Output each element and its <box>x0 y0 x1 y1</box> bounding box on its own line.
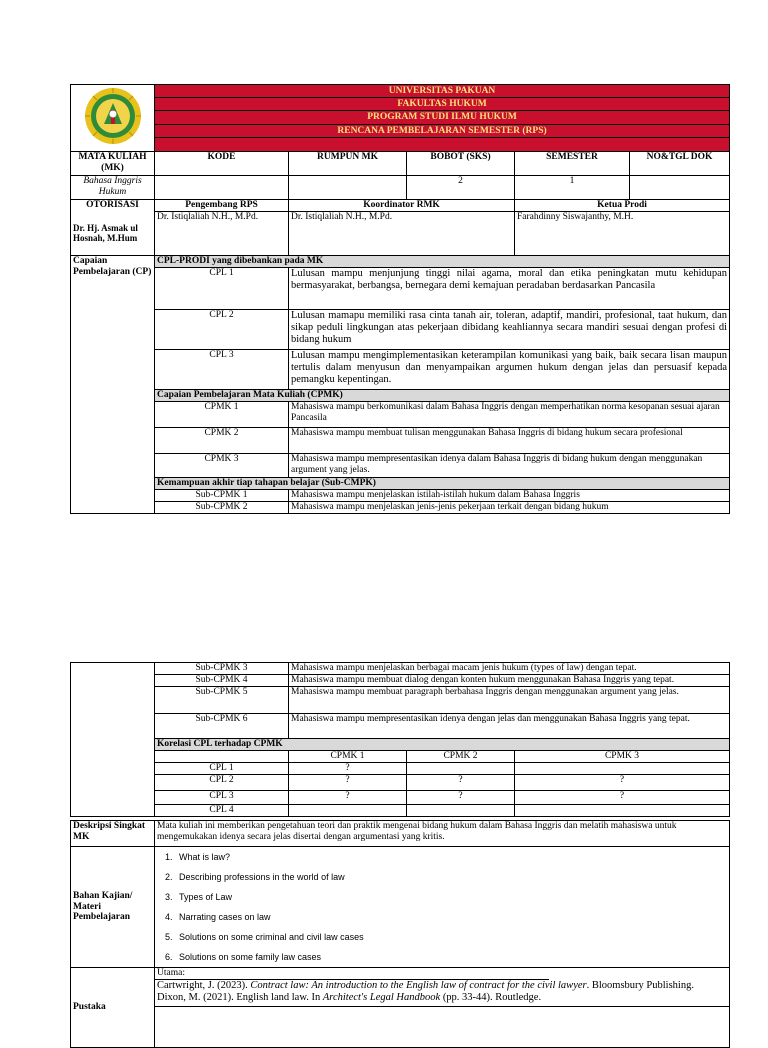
cpl-text: Lulusan mampu mengimplementasikan keterampilan komunikasi yang baik, baik secara lisan maupun tertulis dalam menyusun dan menyampaikan argumen hukum dengan jelas dan persuasif kepada pemangku kepentingan. <box>289 349 730 389</box>
pustaka-label: Pustaka <box>71 968 155 1048</box>
korelasi-cell <box>407 763 515 775</box>
rps-table-part-2 <box>70 662 730 817</box>
course-kode <box>155 175 289 199</box>
course-dok <box>630 175 730 199</box>
korelasi-cell <box>515 763 730 775</box>
subcpmk-code: Sub-CPMK 5 <box>155 687 289 714</box>
subcpmk-text: Mahasiswa mampu menjelaskan jenis-jenis pekerjaan terkait dengan bidang hukum <box>289 501 730 513</box>
course-header-semester: SEMESTER <box>515 151 630 175</box>
korelasi-cpl: CPL 4 <box>155 805 289 817</box>
university-emblem-icon <box>82 85 144 147</box>
course-bobot: 2 <box>407 175 515 199</box>
ketua-header: Ketua Prodi <box>515 199 730 211</box>
cpmk-code: CPMK 3 <box>155 453 289 477</box>
cp-continuation <box>71 663 155 817</box>
course-semester: 1 <box>515 175 630 199</box>
cpmk-text: Mahasiswa mampu mempresentasikan idenya dalam Bahasa Inggris di bidang hukum dengan menggunakan argument yang jelas. <box>289 453 730 477</box>
pustaka-cell <box>155 968 730 1048</box>
cpl-text: Lulusan mampu menjunjung tinggi nilai agama, moral dan etika peningkatan mutu kehidupan bermasyarakat, berbangsa, bernegara demi kemajuan peradaban berdasarkan Pancasila <box>289 267 730 309</box>
otorisasi-cell <box>71 199 155 255</box>
korelasi-cell: ? <box>515 775 730 791</box>
subcpmk-code: Sub-CPMK 3 <box>155 663 289 675</box>
cpl-code: CPL 2 <box>155 309 289 349</box>
cp-label: Capaian Pembelajaran (CP) <box>71 255 155 513</box>
otorisasi-person: Dr. Hj. Asmak ul Hosnah, M.Hum <box>73 222 138 244</box>
cpl-code: CPL 3 <box>155 349 289 389</box>
cpl-text: Lulusan mamapu memiliki rasa cinta tanah air, toleran, adaptif, mandiri, profesional, taat hukum, dan sikap peduli lingkungan atas pekerjaan dibidang keahliannya secara mandiri sesuai dengan profesi di bidang hukum <box>289 309 730 349</box>
course-header-rumpun: RUMPUN MK <box>289 151 407 175</box>
subcpmk-text: Mahasiswa mampu menjelaskan istilah-istilah hukum dalam Bahasa Inggris <box>289 489 730 501</box>
ref-publisher: . Bloomsbury Publishing. <box>586 979 694 991</box>
ref-title: Architect's Legal Handbook <box>322 991 441 1003</box>
ref-title: Contract law: An introduction to the English law of contract for the civil lawyer <box>250 979 587 991</box>
korelasi-cell <box>407 805 515 817</box>
pengembang-name: Dr. Istiqlaliah N.H., M.Pd. <box>155 211 289 255</box>
korelasi-cpl: CPL 2 <box>155 775 289 791</box>
korelasi-cpl: CPL 3 <box>155 791 289 805</box>
document-title: RENCANA PEMBELAJARAN SEMESTER (RPS) <box>155 124 730 137</box>
cpmk-text: Mahasiswa mampu membuat tulisan menggunakan Bahasa Inggris di bidang hukum secara profesional <box>289 427 730 453</box>
faculty-name: FAKULTAS HUKUM <box>155 98 730 111</box>
pustaka-ref <box>155 980 729 992</box>
korelasi-col-header: CPMK 3 <box>515 751 730 763</box>
subcpmk-text: Mahasiswa mampu mempresentasikan idenya dengan jelas dan menggunakan Bahasa Inggris yang tepat. <box>289 714 730 739</box>
ref-publisher: (pp. 33-44). Routledge. <box>440 991 542 1003</box>
list-item: 4. Narrating cases on law <box>175 907 727 927</box>
korelasi-cell: ? <box>289 775 407 791</box>
rps-table-part-1 <box>70 84 730 514</box>
pustaka-utama-label: Utama: <box>155 968 549 980</box>
course-name: Bahasa Inggris Hukum <box>71 175 155 199</box>
deskripsi-text: Mata kuliah ini memberikan pengetahuan teori dan praktik mengenai bidang hukum dalam Bahasa Inggris dan melatih mahasiswa untuk mengemukakan idenya secara jelas disertai dengan argumentasi yang kritis. <box>155 821 730 847</box>
cpmk-text: Mahasiswa mampu berkomunikasi dalam Bahasa Inggris dengan memperhatikan norma kesopanan sesuai ajaran Pancasila <box>289 401 730 427</box>
korelasi-cell: ? <box>407 791 515 805</box>
korelasi-cpl: CPL 1 <box>155 763 289 775</box>
course-header-mk: MATA KULIAH (MK) <box>71 151 155 175</box>
otorisasi-label: OTORISASI <box>86 199 139 210</box>
header-spacer <box>155 137 730 151</box>
bahan-list <box>157 847 727 967</box>
cpl-code: CPL 1 <box>155 267 289 309</box>
korelasi-cell: ? <box>289 791 407 805</box>
koordinator-header: Koordinator RMK <box>289 199 515 211</box>
deskripsi-label: Deskripsi Singkat MK <box>71 821 155 847</box>
korelasi-cell <box>289 805 407 817</box>
pustaka-ref <box>155 992 729 1004</box>
korelasi-corner <box>155 751 289 763</box>
korelasi-col-header: CPMK 2 <box>407 751 515 763</box>
subcpmk-code: Sub-CPMK 4 <box>155 675 289 687</box>
koordinator-name: Dr. Istiqlaliah N.H., M.Pd. <box>289 211 515 255</box>
list-item: 5. Solutions on some criminal and civil law cases <box>175 927 727 947</box>
course-header-bobot: BOBOT (SKS) <box>407 151 515 175</box>
pustaka-divider <box>155 1006 729 1017</box>
cpl-header: CPL-PRODI yang dibebankan pada MK <box>155 255 730 267</box>
course-header-dok: NO&TGL DOK <box>630 151 730 175</box>
course-rumpun <box>289 175 407 199</box>
bahan-label: Bahan Kajian/ Materi Pembelajaran <box>71 847 155 968</box>
korelasi-cell: ? <box>289 763 407 775</box>
list-item: 2. Describing professions in the world of law <box>175 867 727 887</box>
korelasi-header: Korelasi CPL terhadap CPMK <box>155 739 730 751</box>
subcpmk-text: Mahasiswa mampu membuat dialog dengan konten hukum menggunakan Bahasa Inggris yang tepat. <box>289 675 730 687</box>
list-item: 6. Solutions on some family law cases <box>175 947 727 967</box>
subcpmk-text: Mahasiswa mampu membuat paragraph berbahasa Inggris dengan menggunakan argument yang jelas. <box>289 687 730 714</box>
list-item: 3. Types of Law <box>175 887 727 907</box>
program-name: PROGRAM STUDI ILMU HUKUM <box>155 111 730 124</box>
subcpmk-code: Sub-CPMK 2 <box>155 501 289 513</box>
ref-author: Cartwright, J. (2023). <box>157 979 251 991</box>
logo-cell <box>71 85 155 152</box>
cpmk-header: Capaian Pembelajaran Mata Kuliah (CPMK) <box>155 389 730 401</box>
ref-author: Dixon, M. (2021). English land law. In <box>157 991 323 1003</box>
korelasi-col-header: CPMK 1 <box>289 751 407 763</box>
rps-table-part-3 <box>70 820 730 1048</box>
subcpmk-text: Mahasiswa mampu menjelaskan berbagai macam jenis hukum (types of law) dengan tepat. <box>289 663 730 675</box>
korelasi-cell <box>515 805 730 817</box>
university-name: UNIVERSITAS PAKUAN <box>155 85 730 98</box>
cpmk-code: CPMK 2 <box>155 427 289 453</box>
list-item: 1. What is law? <box>175 847 727 867</box>
korelasi-cell: ? <box>407 775 515 791</box>
ketua-name: Farahdinny Siswajanthy, M.H. <box>515 211 730 255</box>
subcpmk-code: Sub-CPMK 6 <box>155 714 289 739</box>
subcpmk-header: Kemampuan akhir tiap tahapan belajar (Sub-CMPK) <box>155 477 730 489</box>
cpmk-code: CPMK 1 <box>155 401 289 427</box>
pengembang-header: Pengembang RPS <box>155 199 289 211</box>
subcpmk-code: Sub-CPMK 1 <box>155 489 289 501</box>
bahan-list-cell <box>155 847 730 968</box>
korelasi-cell: ? <box>515 791 730 805</box>
course-header-kode: KODE <box>155 151 289 175</box>
